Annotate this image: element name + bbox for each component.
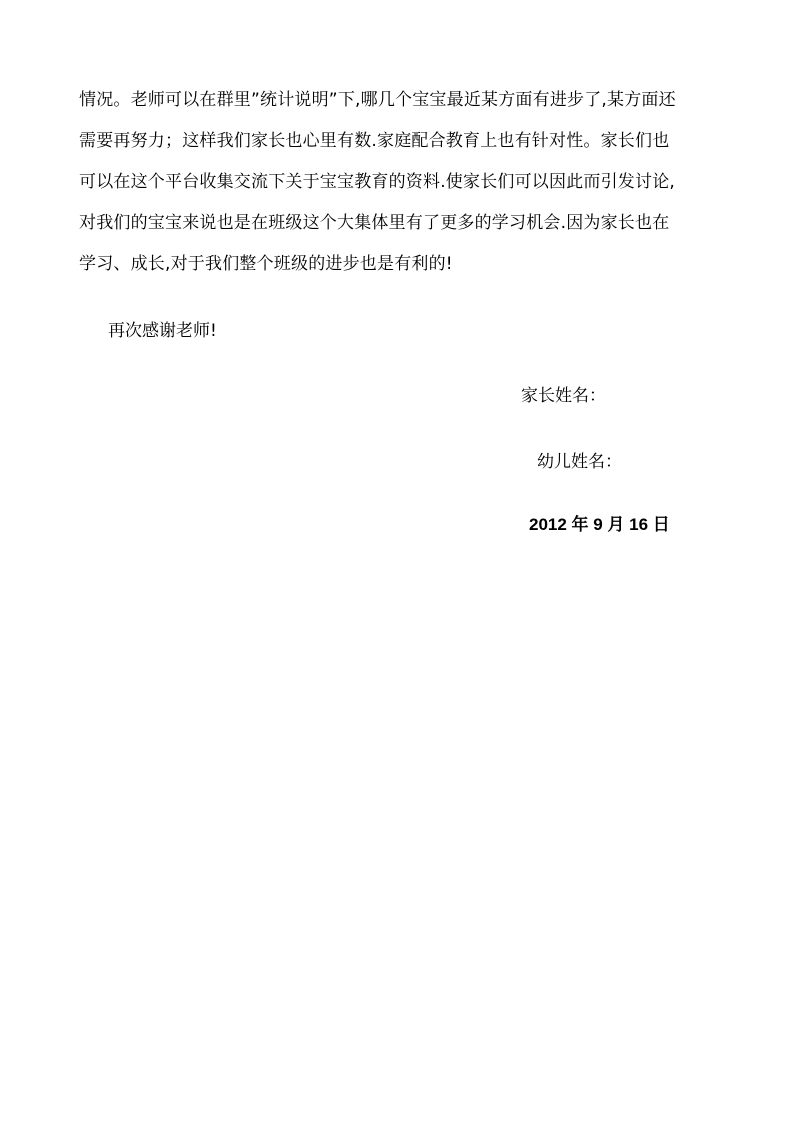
closing-thanks: 再次感谢老师! (108, 321, 217, 341)
child-name-label: 幼儿姓名： (537, 452, 622, 472)
paragraph-line-5: 学习、成长,对于我们整个班级的进步也是有利的! (79, 254, 453, 274)
paragraph-line-2: 需要再努力；这样我们家长也心里有数.家庭配合教育上也有针对性。家长们也 (79, 131, 670, 151)
paragraph-line-1: 情况。老师可以在群里”统计说明”下,哪几个宝宝最近某方面有进步了,某方面还 (79, 90, 676, 110)
parent-name-label: 家长姓名： (521, 386, 606, 406)
paragraph-line-4: 对我们的宝宝来说也是在班级这个大集体里有了更多的学习机会.因为家长也在 (79, 213, 670, 233)
paragraph-line-3: 可以在这个平台收集交流下关于宝宝教育的资料.使家长们可以因此而引发讨论, (79, 172, 676, 192)
signature-date: 2012 年 9 月 16 日 (529, 515, 670, 534)
